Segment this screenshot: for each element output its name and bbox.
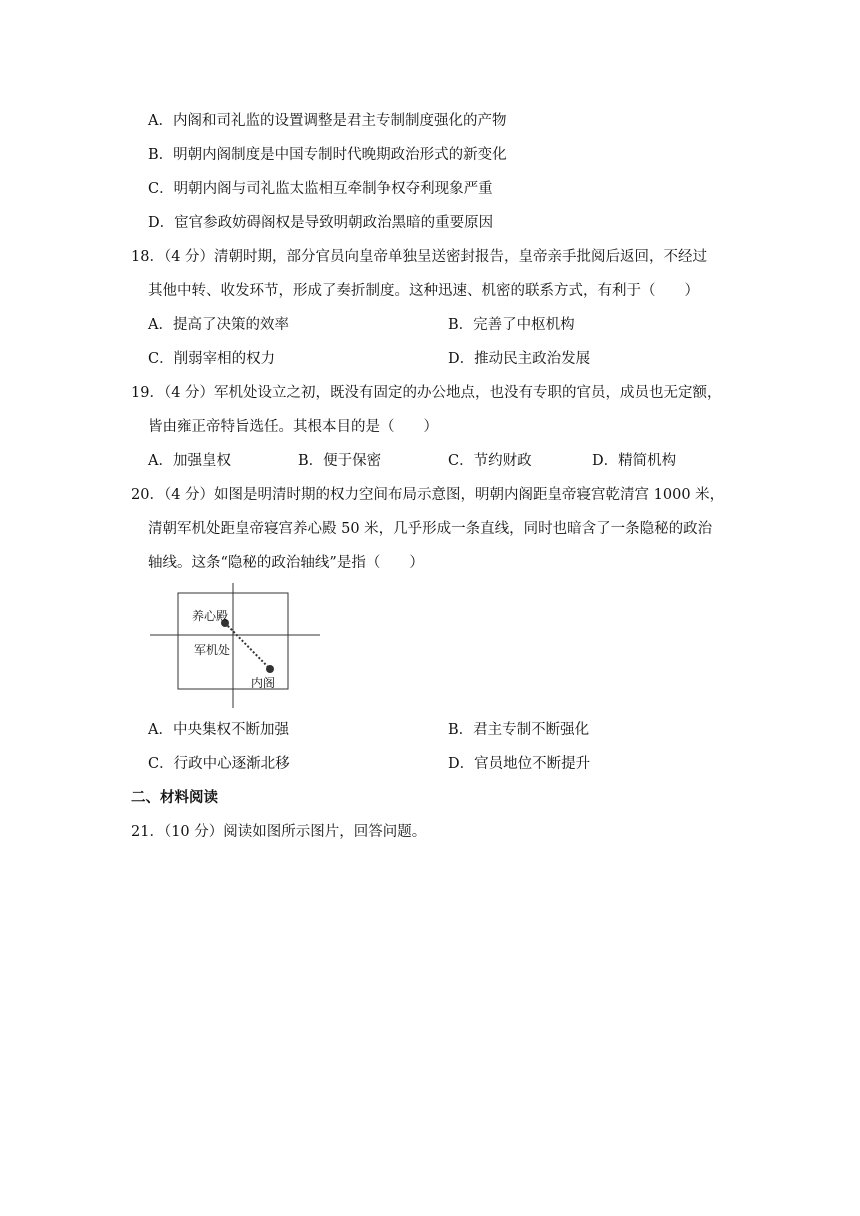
diagonal-dotted-line [225,623,270,669]
neige-dot [266,665,274,673]
q21-stem-line1: 21．（10 分）阅读如图所示图片，回答问题。 [131,824,427,840]
q20-option-c: C．行政中心逐渐北移 [148,756,290,772]
label-junjichu: 军机处 [194,643,231,657]
q17-option-d: D．宦官参政妨碍阁权是导致明朝政治黑暗的重要原因 [148,215,494,231]
q18-option-b: B．完善了中枢机构 [448,317,575,333]
power-layout-diagram [150,583,320,708]
q18-option-a: A．提高了决策的效率 [148,317,289,333]
q18-option-c: C．削弱宰相的权力 [148,351,276,367]
q20-stem-line1: 20．（4 分）如图是明清时期的权力空间布局示意图，明朝内阁距皇帝寝宫乾清宫 1000 米， [131,487,725,503]
q20-option-b: B．君主专制不断强化 [448,722,590,738]
label-yangxindian: 养心殿 [192,609,229,623]
q20-option-d: D．官员地位不断提升 [448,756,591,772]
q20-stem-line3: 轴线。这条“隐秘的政治轴线”是指（ ） [148,555,424,571]
q19-option-b: B．便于保密 [298,453,382,469]
q18-stem-line2: 其他中转、收发环节，形成了奏折制度。这种迅速、机密的联系方式，有利于（ ） [148,283,699,299]
q19-option-c: C．节约财政 [448,453,532,469]
section-title-material-reading: 二、材料阅读 [131,789,218,806]
q17-option-a: A．内阁和司礼监的设置调整是君主专制制度强化的产物 [148,113,507,129]
label-neige: 内阁 [251,676,276,690]
q19-option-d: D．精简机构 [592,453,677,469]
q19-stem-line2: 皆由雍正帝特旨选任。其根本目的是（ ） [148,419,438,435]
q20-option-a: A．中央集权不断加强 [148,722,289,738]
q17-option-c: C．明朝内阁与司礼监太监相互牵制争权夺利现象严重 [148,181,493,197]
q20-stem-line2: 清朝军机处距皇帝寝宫养心殿 50 米，几乎形成一条直线，同时也暗含了一条隐秘的政治 [148,521,713,537]
q19-option-a: A．加强皇权 [148,453,231,469]
q19-stem-line1: 19．（4 分）军机处设立之初，既没有固定的办公地点，也没有专职的官员，成员也无定额， [131,385,722,401]
q18-stem-line1: 18．（4 分）清朝时期，部分官员向皇帝单独呈送密封报告，皇帝亲手批阅后返回，不经过 [131,249,708,265]
q18-option-d: D．推动民主政治发展 [448,351,591,367]
q17-option-b: B．明朝内阁制度是中国专制时代晚期政治形式的新变化 [148,147,507,163]
